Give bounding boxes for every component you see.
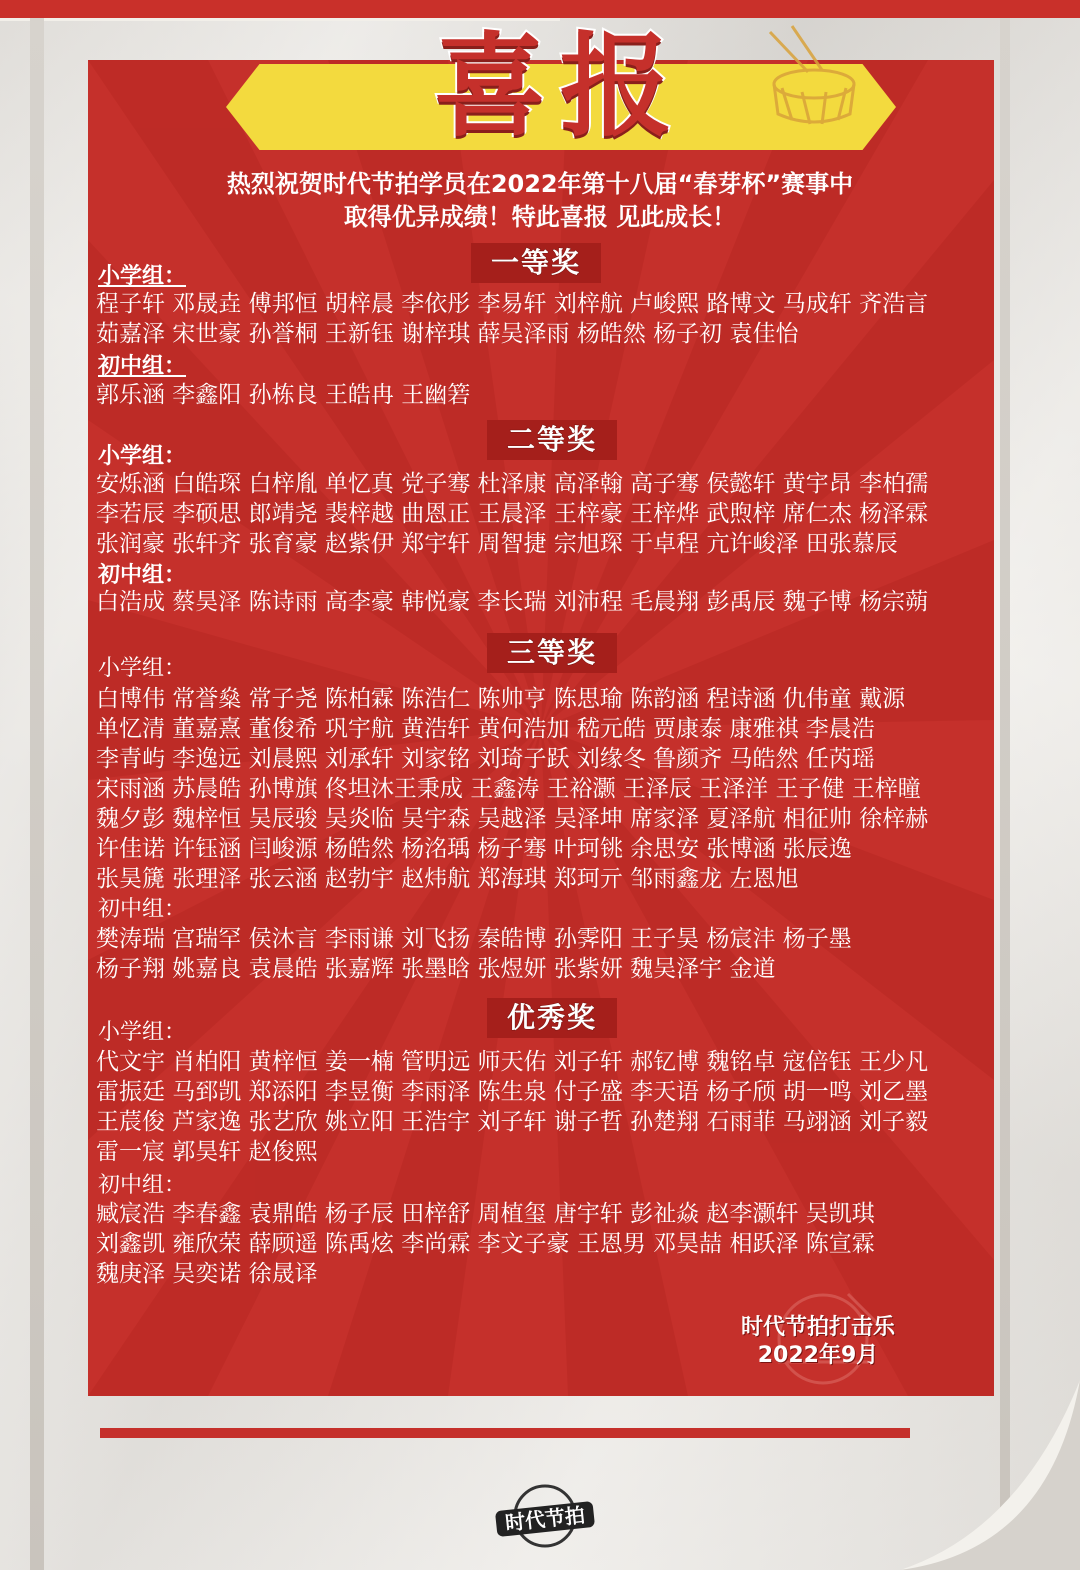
name-row: 李青屿 李逸远 刘晨熙 刘承轩 刘家铭 刘琦子跃 刘缘冬 鲁颜齐 马皓然 任芮瑶 [96, 746, 875, 772]
name-row: 张润豪 张轩齐 张育豪 赵紫伊 郑宇轩 周智捷 宗旭琛 于卓程 亢许峻泽 田张慕辰 [96, 531, 898, 557]
left-side-bar [30, 18, 44, 1570]
first-prize-label: 一等奖 [471, 243, 601, 283]
name-row: 白浩成 蔡昊泽 陈诗雨 高李豪 韩悦豪 李长瑞 刘沛程 毛晨翔 彭禹辰 魏子博 杨宗蒴 [96, 589, 929, 615]
name-row: 臧宸浩 李春鑫 袁鼎皓 杨子辰 田梓舒 周植玺 唐宇轩 彭祉焱 赵李灏轩 吴凯琪 [96, 1201, 875, 1227]
brand-logo [490, 1476, 600, 1556]
page-title: 喜报 [434, 22, 686, 152]
third-primary-label: 小学组： [98, 656, 187, 681]
first-primary-label: 小学组： [98, 263, 187, 289]
signature-org: 时代节拍打击乐 [740, 1315, 895, 1340]
name-row: 雷振廷 马郅凯 郑添阳 李昱衡 李雨泽 陈生泉 付子盛 李天语 杨子颀 胡一鸣 刘乙墨 [96, 1079, 929, 1105]
second-junior-names [96, 587, 996, 617]
subtitle-line-1: 热烈祝贺时代节拍学员在2022年第十八届“春芽杯”赛事中 [226, 170, 854, 198]
name-row: 杨子翔 姚嘉良 袁晨皓 张嘉辉 张墨晗 张煜妍 张紫妍 魏吴泽宇 金道 [96, 956, 776, 982]
name-row: 雷一宸 郭昊轩 赵俊熙 [96, 1139, 318, 1165]
third-primary-names [96, 684, 996, 894]
third-prize-label: 三等奖 [487, 633, 617, 673]
excellent-prize-label: 优秀奖 [487, 998, 617, 1038]
excellent-junior-label: 初中组： [98, 1173, 187, 1198]
name-row: 魏夕彭 魏梓恒 吴辰骏 吴炎临 吴宇森 吴越泽 吴泽坤 席家泽 夏泽航 相征帅 徐梓赫 [96, 806, 929, 832]
second-junior-label: 初中组： [98, 562, 187, 588]
name-row: 樊涛瑞 宫瑞罕 侯沐言 李雨谦 刘飞扬 秦皓博 孙霁阳 王子昊 杨宸沣 杨子墨 [96, 926, 852, 952]
second-prize-label: 二等奖 [487, 420, 617, 460]
page-curl [900, 1380, 1080, 1570]
name-row: 张昊篪 张理泽 张云涵 赵勃宇 赵炜航 郑海琪 郑珂亓 邹雨鑫龙 左恩旭 [96, 866, 799, 892]
name-row: 茹嘉泽 宋世豪 孙誉桐 王新钰 谢梓琪 薛吴泽雨 杨皓然 杨子初 袁佳怡 [96, 321, 799, 347]
first-junior-label: 初中组： [98, 353, 187, 379]
signature [718, 1314, 918, 1370]
second-primary-label: 小学组： [98, 443, 187, 469]
name-row: 程子轩 邓晟垚 傅邦恒 胡梓晨 李依彤 李易轩 刘梓航 卢峻熙 路博文 马成轩 齐浩言 [96, 291, 929, 317]
excellent-primary-label: 小学组： [98, 1020, 187, 1045]
name-row: 魏庚泽 吴奕诺 徐晟译 [96, 1261, 318, 1287]
name-row: 李若辰 李硕思 郎靖尧 裴梓越 曲恩正 王晨泽 王梓豪 王梓烨 武煦梓 席仁杰 杨泽霖 [96, 501, 929, 527]
bottom-red-bar [100, 1428, 910, 1438]
drum-icon [752, 22, 872, 132]
first-junior-names [96, 380, 996, 410]
name-row: 单忆清 董嘉熹 董俊希 巩宇航 黄浩轩 黄何浩加 嵇元皓 贾康泰 康雅祺 李晨浩 [96, 716, 875, 742]
second-primary-names [96, 469, 996, 559]
subtitle-line-2: 取得优异成绩！特此喜报 见此成长！ [343, 203, 737, 231]
signature-date: 2022年9月 [757, 1343, 879, 1368]
name-row: 王莀俊 芦家逸 张艺欣 姚立阳 王浩宇 刘子轩 谢子哲 孙楚翔 石雨菲 马翊涵 刘子毅 [96, 1109, 929, 1135]
svg-text:时代节拍: 时代节拍 [503, 1502, 587, 1536]
name-row: 宋雨涵 苏晨皓 孙博旗 佟坦沐王秉成 王鑫涛 王裕灏 王泽辰 王泽洋 王子健 王梓瞳 [96, 776, 921, 802]
name-row: 安烁涵 白皓琛 白梓胤 单忆真 党子骞 杜泽康 高泽翰 高子骞 侯懿轩 黄宇昂 李柏孺 [96, 471, 929, 497]
right-side-bar [1000, 18, 1010, 1570]
name-row: 郭乐涵 李鑫阳 孙栋良 王皓冉 王幽箬 [96, 382, 471, 408]
name-row: 白博伟 常誉燊 常子尧 陈柏霖 陈浩仁 陈帅亨 陈思瑜 陈韵涵 程诗涵 仇伟童 戴源 [96, 686, 906, 712]
top-strip-highlight [0, 18, 560, 21]
name-row: 代文宇 肖柏阳 黄梓恒 姜一楠 管明远 师天佑 刘子轩 郝钇博 魏铭卓 寇倍钰 王少凡 [96, 1049, 929, 1075]
first-primary-names [96, 289, 996, 349]
excellent-junior-names [96, 1199, 996, 1289]
third-junior-names [96, 924, 996, 984]
third-junior-label: 初中组： [98, 897, 187, 922]
name-row: 许佳诺 许钰涵 闫峻源 杨皓然 杨洺瑀 杨子骞 叶珂铫 余思安 张博涵 张辰逸 [96, 836, 852, 862]
subtitle [100, 168, 980, 234]
excellent-primary-names [96, 1047, 996, 1167]
name-row: 刘鑫凯 雍欣荣 薛顾遥 陈禹炫 李尚霖 李文子豪 王恩男 邓昊喆 相跃泽 陈宣霖 [96, 1231, 875, 1257]
top-red-strip [0, 0, 1080, 18]
